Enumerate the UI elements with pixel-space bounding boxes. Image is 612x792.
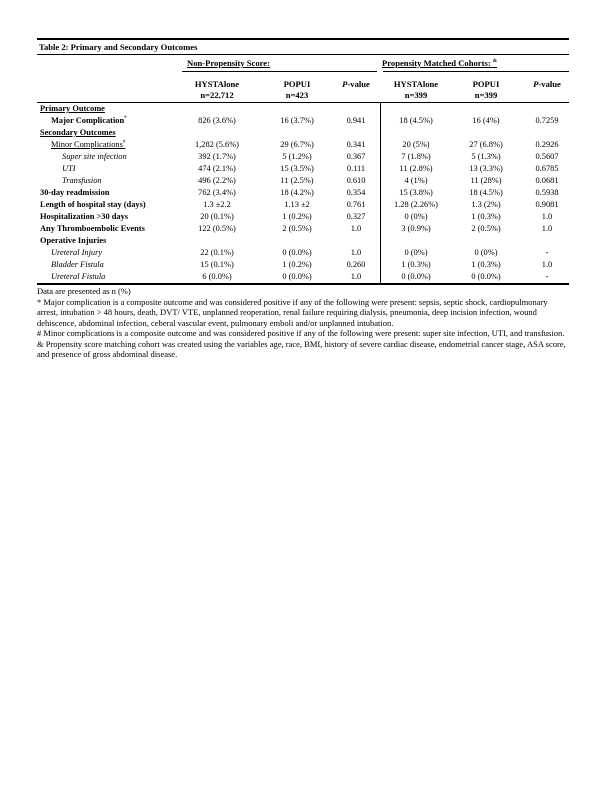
column-header-4 [385, 79, 447, 100]
table-cell: 0.610 [346, 176, 366, 185]
table-cell: 0.761 [346, 200, 366, 209]
table-cell: 13 (3.3%) [469, 164, 503, 173]
table-cell: 496 (2.2%) [198, 176, 236, 185]
table-cell: - [545, 248, 549, 257]
table-cell: 15 (3.5%) [280, 164, 314, 173]
row-label [62, 163, 76, 175]
table-cell: 2 (0.5%) [282, 224, 312, 233]
footnote: * Major complication is a composite outcome and was considered positive if any of the following were present: sepsis, septic shock, cardiopulmonary arrest, intubation > 48 hours, death, DVT/ VTE, unplanned reoperation, renal failure requiring dialysis, pneumonia, deep incision infection, wound dehiscence, abdominal infection, ceberal vascular event, pulmonary emboli and/or unplanned intubation. [37, 296, 548, 328]
table-cell: 1 (0.3%) [401, 260, 431, 269]
table-cell: 11 (2.5%) [280, 176, 314, 185]
table-cell: 18 (4.5%) [469, 188, 503, 197]
row-label [62, 151, 127, 163]
table-cell: 0.5938 [535, 188, 559, 197]
row-label-text: Any Thromboembolic Events [40, 224, 145, 233]
table-cell: 11 (2.8%) [399, 164, 433, 173]
row-label [51, 271, 105, 283]
table-cell: 1.13 ±2 [284, 200, 310, 209]
footnote-marker: * [124, 116, 127, 121]
table-row [37, 271, 569, 283]
column-header-line1: HYSTAlone [194, 79, 240, 89]
row-label [51, 139, 125, 151]
table-cell: 1,282 (5.6%) [195, 140, 239, 149]
table-row [37, 139, 569, 151]
column-header-6 [525, 79, 569, 90]
table-cell: 16 (4%) [472, 116, 500, 125]
table-cell: 15 (0.1%) [200, 260, 234, 269]
row-label-text: Super site infection [62, 152, 127, 161]
table-cell: 122 (0.5%) [198, 224, 236, 233]
table-cell: 1 (0.2%) [282, 212, 312, 221]
footnote-marker: # [122, 140, 126, 145]
table-cell: 392 (1.7%) [198, 152, 236, 161]
column-header-line2: n=22,712 [200, 89, 234, 100]
table-row [37, 115, 569, 127]
footnote: & Propensity score matching cohort was created using the variables age, race, BMI, history of severe cardiac disease, endometrial cancer stage, ASA score, and presence of gross abdominal disease. [37, 338, 566, 359]
column-header-3 [335, 79, 377, 90]
table-cell: 0 (0%) [404, 248, 428, 257]
group-non-propensity: Non-Propensity Score: [187, 58, 270, 68]
table-cell: 18 (4.5%) [399, 116, 433, 125]
column-header-5 [455, 79, 517, 100]
table-cell: 16 (3.7%) [280, 116, 314, 125]
table-cell: 762 (3.4%) [198, 188, 236, 197]
table-cell: 22 (0.1%) [200, 248, 234, 257]
table-cell: 20 (5%) [402, 140, 430, 149]
table-cell: 0 (0.0%) [282, 248, 312, 257]
table-row [37, 259, 569, 271]
row-label [40, 223, 145, 235]
table-cell: 1.0 [350, 248, 362, 257]
table-cell: 4 (1%) [404, 176, 428, 185]
table-cell: 0.354 [346, 188, 366, 197]
column-header-row [37, 75, 569, 102]
table-cell: 474 (2.1%) [198, 164, 236, 173]
column-header-line1: HYSTAlone [393, 79, 439, 89]
table-title: Table 2: Primary and Secondary Outcomes [39, 42, 198, 52]
column-header-1 [182, 79, 252, 100]
table-body [37, 103, 569, 283]
row-label [51, 115, 127, 127]
table-cell: 0.6785 [535, 164, 559, 173]
table-cell: 27 (6.8%) [469, 140, 503, 149]
table-cell: 0 (0%) [404, 212, 428, 221]
row-label-text: Bladder Fistula [51, 260, 104, 269]
table-cell: 3 (0.9%) [401, 224, 431, 233]
row-label-text: Ureteral Injury [51, 248, 103, 257]
table-cell: 1.0 [350, 272, 362, 281]
table-cell: 7 (1.8%) [401, 152, 431, 161]
table-cell: 15 (3.8%) [399, 188, 433, 197]
row-label [40, 235, 106, 247]
table-row [37, 127, 569, 139]
group-matched-label: Propensity Matched Cohorts: [382, 58, 491, 68]
group-rule-right [383, 71, 569, 72]
table-cell: 1.0 [541, 212, 553, 221]
footnote: Data are presented as n (%) [37, 286, 131, 296]
group-matched-mark: & [492, 59, 498, 64]
table-row [37, 187, 569, 199]
table-row [37, 151, 569, 163]
table-cell: 18 (4.2%) [280, 188, 314, 197]
table-cell: 1.3 ±2.2 [203, 200, 231, 209]
table-cell: 20 (0.1%) [200, 212, 234, 221]
table-cell: 1 (0.3%) [471, 212, 501, 221]
table-cell: 0 (0%) [474, 248, 498, 257]
table-row [37, 247, 569, 259]
column-header-line2: n=423 [285, 89, 309, 100]
row-label-text: Operative Injuries [40, 236, 107, 245]
column-header-2 [267, 79, 327, 100]
row-label [40, 127, 116, 139]
footnote: # Minor complications is a composite outcome and was considered positive if any of the following were present: super site infection, UTI, and transfusion. [37, 328, 565, 338]
table-cell: 826 (3.6%) [198, 116, 236, 125]
table-row [37, 199, 569, 211]
table-row [37, 103, 569, 115]
table-cell: 0.941 [346, 116, 366, 125]
group-header-row [37, 55, 569, 71]
row-label-text: Length of hospital stay (days) [40, 200, 146, 209]
row-label [40, 211, 128, 223]
table-cell: 11 (28%) [470, 176, 502, 185]
table-cell: 0.2926 [535, 140, 559, 149]
group-matched [382, 58, 497, 68]
table-cell: 2 (0.5%) [471, 224, 501, 233]
row-label-text: Minor Complications [51, 140, 123, 149]
table-cell: 0.9081 [535, 200, 559, 209]
table-cell: 0.0681 [535, 176, 559, 185]
row-label-text: Hospitalization >30 days [40, 212, 129, 221]
table-row [37, 175, 569, 187]
table-cell: 29 (6.7%) [280, 140, 314, 149]
row-label [40, 199, 146, 211]
row-label [40, 103, 105, 115]
row-label-text: Primary Outcome [40, 104, 105, 113]
table-row [37, 223, 569, 235]
table-cell: 1.0 [541, 260, 553, 269]
row-label [51, 247, 102, 259]
column-header-line1: POPUI [283, 79, 311, 89]
row-label [62, 175, 102, 187]
column-header-line1: P [533, 79, 539, 89]
row-label-text: Major Complication [51, 116, 125, 125]
row-label-text: 30-day readmission [40, 188, 110, 197]
table-row [37, 235, 569, 247]
table-cell: 0 (0.0%) [282, 272, 312, 281]
row-label [51, 259, 104, 271]
table-cell: 1 (0.3%) [471, 260, 501, 269]
column-header-line2: n=399 [474, 89, 498, 100]
table-cell: - [545, 272, 549, 281]
document-page [37, 38, 569, 360]
table-cell: 0 (0.0%) [401, 272, 431, 281]
table-cell: 1 (0.2%) [282, 260, 312, 269]
table-row [37, 211, 569, 223]
table-cell: 0.367 [346, 152, 366, 161]
table-cell: 0.7259 [535, 116, 559, 125]
table-cell: 5 (1.2%) [282, 152, 312, 161]
footnotes [37, 285, 569, 360]
table-cell: 1.3 (2%) [471, 200, 501, 209]
column-header-line2: -value [538, 79, 561, 89]
table-cell: 0.327 [346, 212, 366, 221]
column-header-line1: P [342, 79, 348, 89]
column-header-line1: POPUI [472, 79, 500, 89]
table-cell: 1.28 (2.26%) [394, 200, 438, 209]
table-cell: 0.341 [346, 140, 366, 149]
row-label-text: Transfusion [62, 176, 102, 185]
table-row [37, 163, 569, 175]
table-cell: 6 (0.0%) [202, 272, 232, 281]
group-rule-left [182, 71, 377, 72]
table-cell: 0.5607 [535, 152, 559, 161]
table-cell: 1.0 [541, 224, 553, 233]
table-cell: 0 (0.0%) [471, 272, 501, 281]
row-label-text: UTI [62, 164, 76, 173]
row-label-text: Secondary Outcomes [40, 128, 116, 137]
table-cell: 0.111 [346, 164, 366, 173]
column-header-line2: n=399 [404, 89, 428, 100]
table-cell: 1.0 [350, 224, 362, 233]
row-label-text: Ureteral Fistula [51, 272, 106, 281]
table-cell: 0.260 [346, 260, 366, 269]
column-header-line2: -value [347, 79, 370, 89]
table-cell: 5 (1.3%) [471, 152, 501, 161]
row-label [40, 187, 109, 199]
